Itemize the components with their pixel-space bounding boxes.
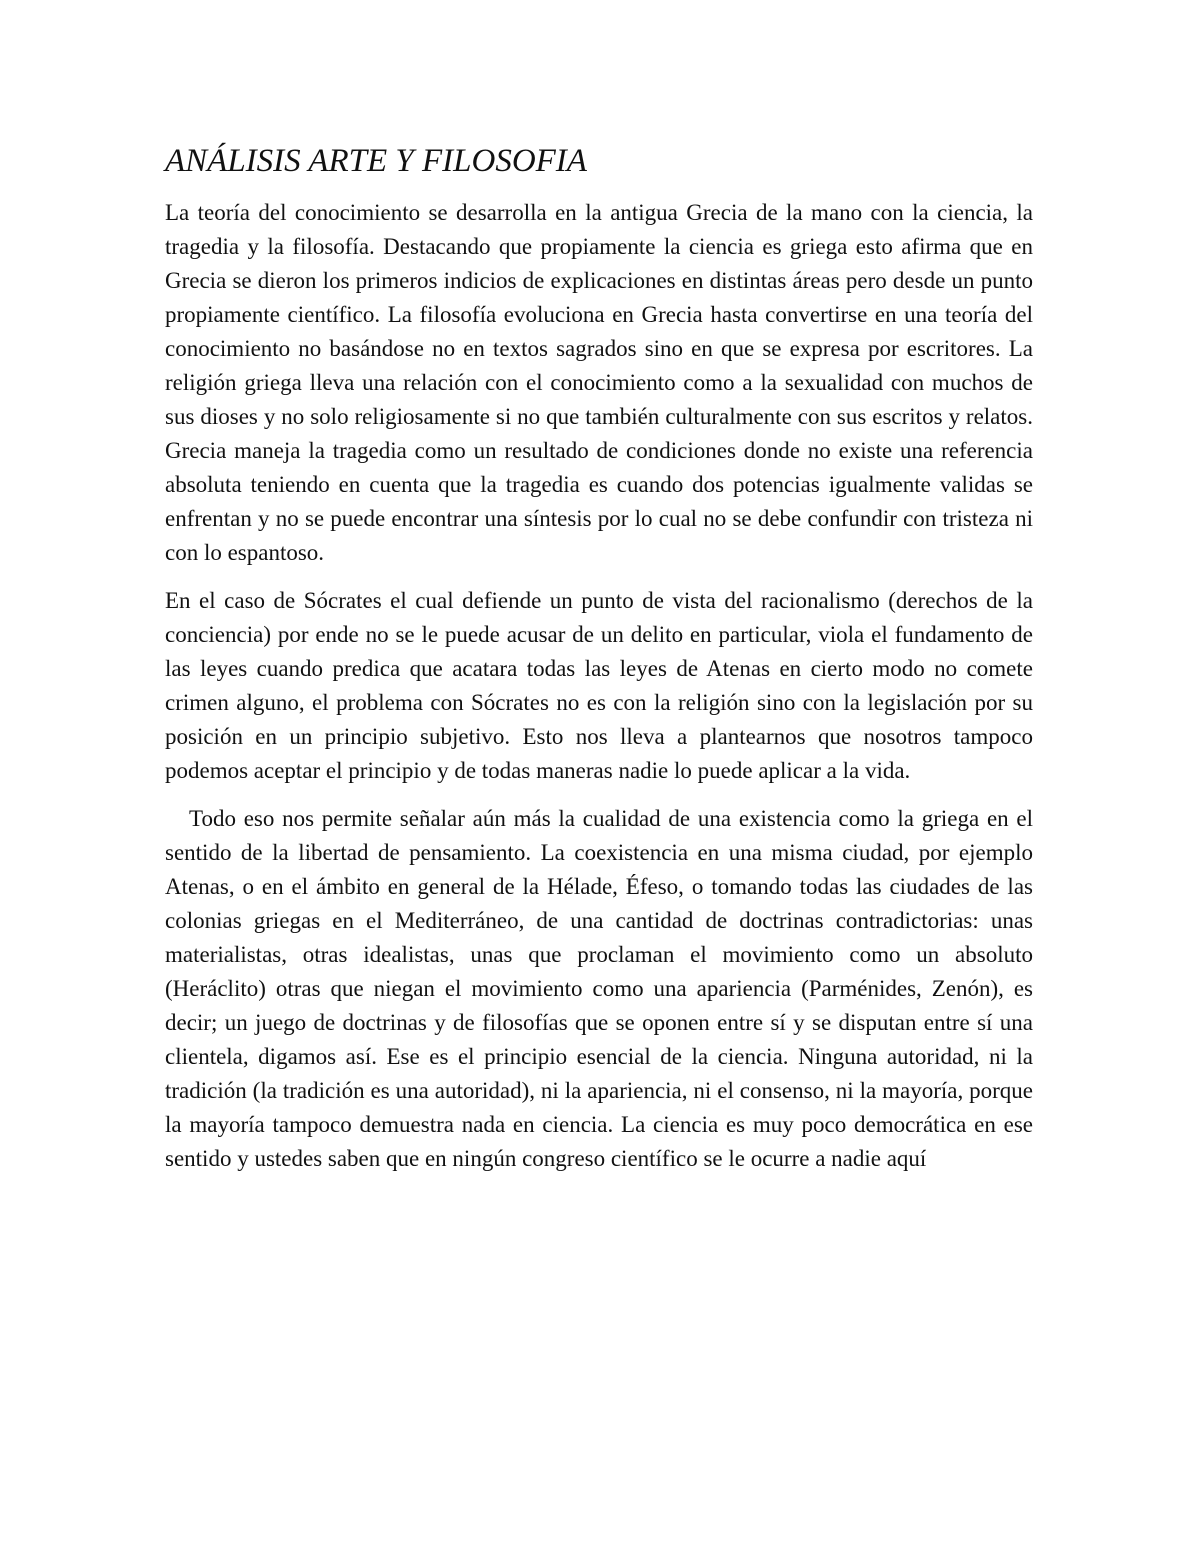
paragraph-1: La teoría del conocimiento se desarrolla en la antigua Grecia de la mano con la ciencia, la tragedia y la filosofía. Destacando que propiamente la ciencia es griega esto afirma que en Grecia se dieron los primeros indicios de explicaciones en distintas áreas pero desde un punto propiamente científico. La filosofía evoluciona en Grecia hasta convertirse en una teoría del conocimiento no basándose no en textos sagrados sino en que se expresa por escritores. La religión griega lleva una relación con el conocimiento como a la sexualidad con muchos de sus dioses y no solo religiosamente si no que también culturalmente con sus escritos y relatos. Grecia maneja la tragedia como un resultado de condiciones donde no existe una referencia absoluta teniendo en cuenta que la tragedia es cuando dos potencias igualmente validas se enfrentan y no se puede encontrar una síntesis por lo cual no se debe confundir con tristeza ni con lo espantoso. xyxy=(165,200,1033,565)
document-body xyxy=(165,138,1033,1190)
paragraph-3: Todo eso nos permite señalar aún más la cualidad de una existencia como la griega en el sentido de la libertad de pensamiento. La coexistencia en una misma ciudad, por ejemplo Atenas, o en el ámbito en general de la Hélade, Éfeso, o tomando todas las ciudades de las colonias griegas en el Mediterráneo, de una cantidad de doctrinas contradictorias: unas materialistas, otras idealistas, unas que proclaman el movimiento como un absoluto (Heráclito) otras que niegan el movimiento como una apariencia (Parménides, Zenón), es decir; un juego de doctrinas y de filosofías que se oponen entre sí y se disputan entre sí una clientela, digamos así. Ese es el principio esencial de la ciencia. Ninguna autoridad, ni la tradición (la tradición es una autoridad), ni la apariencia, ni el consenso, ni la mayoría, porque la mayoría tampoco demuestra nada en ciencia. La ciencia es muy poco democrática en ese sentido y ustedes saben que en ningún congreso científico se le ocurre a nadie aquí xyxy=(165,806,1033,1171)
document-title: ANÁLISIS ARTE Y FILOSOFIA xyxy=(165,143,587,179)
paragraph-2: En el caso de Sócrates el cual defiende un punto de vista del racionalismo (derechos de la conciencia) por ende no se le puede acusar de un delito en particular, viola el fundamento de las leyes cuando predica que acatara todas las leyes de Atenas en cierto modo no comete crimen alguno, el problema con Sócrates no es con la religión sino con la legislación por su posición en un principio subjetivo. Esto nos lleva a plantearnos que nosotros tampoco podemos aceptar el principio y de todas maneras nadie lo puede aplicar a la vida. xyxy=(165,588,1033,783)
